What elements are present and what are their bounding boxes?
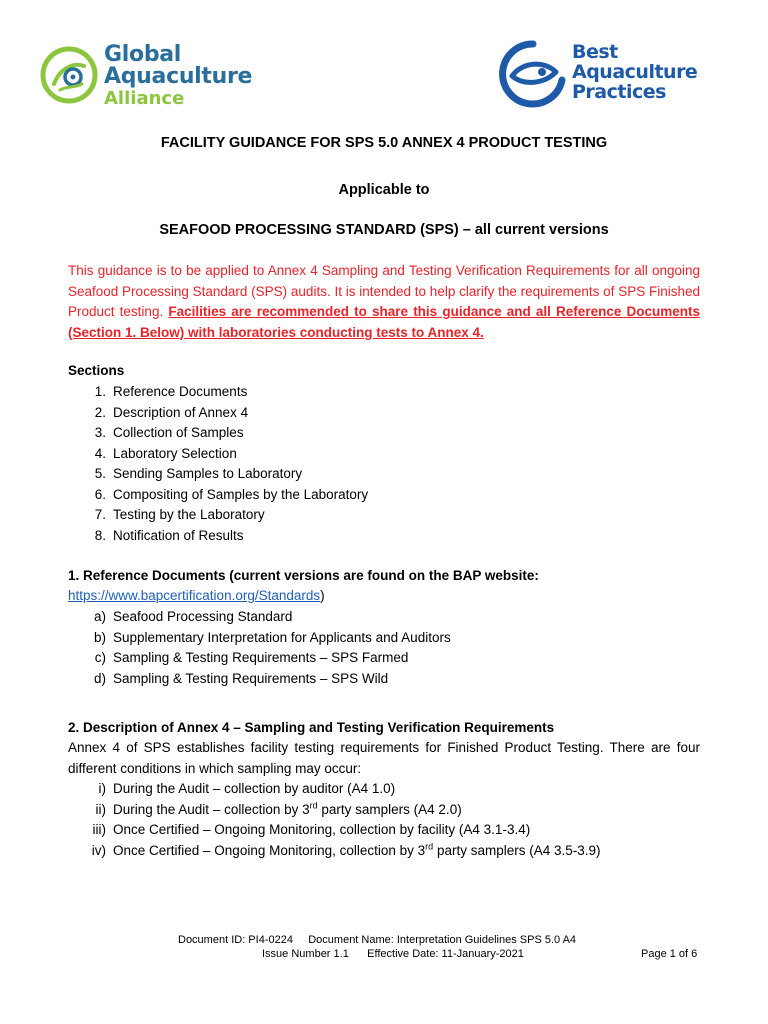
list-item: iv) Once Certified – Ongoing Monitoring, collection by 3rd party samplers (A4 3.5-3.9) xyxy=(91,841,601,858)
applicable-heading: Applicable to xyxy=(338,182,430,198)
document-title: FACILITY GUIDANCE FOR SPS 5.0 ANNEX 4 PRODUCT TESTING xyxy=(160,135,608,151)
refdocs-link-line: https://www.bapcertification.org/Standards) xyxy=(68,588,325,603)
bap-fish-eye-icon xyxy=(498,40,568,108)
intro-text: This guidance is to be applied to Annex 4 Sampling and Testing Verification Requirements for all ongoing Seafood Processing Standard (SPS) audits. It is intended to help clarify the requirements of SPS Finished Product testing. xyxy=(68,263,700,319)
gaa-wordmark: Global Aquaculture Alliance xyxy=(104,42,253,109)
list-item: 3. Collection of Samples xyxy=(94,425,244,440)
footer-document-info: Document ID: PI4-0224 Document Name: Interpretation Guidelines SPS 5.0 A4 xyxy=(178,934,577,946)
list-item: 8. Notification of Results xyxy=(94,527,244,543)
gaa-globe-icon xyxy=(40,46,98,104)
annex-conditions-list xyxy=(68,779,708,861)
list-item: a) Seafood Processing Standard xyxy=(93,609,293,624)
annex-heading: 2. Description of Annex 4 – Sampling and Testing Verification Requirements xyxy=(68,720,555,735)
bap-standards-link[interactable]: https://www.bapcertification.org/Standards xyxy=(68,588,321,603)
list-item: 1. Reference Documents xyxy=(94,384,248,399)
sections-list xyxy=(68,382,708,546)
sections-heading: Sections xyxy=(68,363,125,378)
bap-logo xyxy=(498,40,718,110)
refdocs-list xyxy=(68,607,708,689)
list-item: b) Supplementary Interpretation for Applicants and Auditors xyxy=(93,629,451,645)
annex-body: Annex 4 of SPS establishes facility testing requirements for Finished Product Testing. There are four different conditions in which sampling may occur: xyxy=(68,740,700,776)
list-item: i) During the Audit – collection by auditor (A4 1.0) xyxy=(98,781,396,796)
list-item: 4. Laboratory Selection xyxy=(94,445,237,461)
list-item: c) Sampling & Testing Requirements – SPS Farmed xyxy=(94,650,409,665)
list-item: 5. Sending Samples to Laboratory xyxy=(94,466,303,481)
footer-page-number: Page 1 of 6 xyxy=(641,948,698,960)
refdocs-heading: 1. Reference Documents (current versions are found on the BAP website: xyxy=(68,568,539,583)
footer-issue-info: Issue Number 1.1 Effective Date: 11-January-2021 xyxy=(262,948,524,960)
bap-wordmark: Best Aquaculture Practices xyxy=(572,41,698,103)
standard-heading: SEAFOOD PROCESSING STANDARD (SPS) – all current versions xyxy=(159,222,609,238)
gaa-logo xyxy=(40,42,260,112)
intro-emphasis: Facilities are recommended to share this guidance and all Reference Documents (Section 1. Below) with laboratories conducting tests to Annex 4. xyxy=(68,304,700,340)
list-item: d) Sampling & Testing Requirements – SPS Wild xyxy=(93,670,389,686)
list-item: 7. Testing by the Laboratory xyxy=(94,507,265,522)
list-item: iii) Once Certified – Ongoing Monitoring, collection by facility (A4 3.1-3.4) xyxy=(92,822,531,837)
list-item: ii) During the Audit – collection by 3rd party samplers (A4 2.0) xyxy=(95,800,462,817)
intro-paragraph xyxy=(68,261,700,343)
list-item: 6. Compositing of Samples by the Laboratory xyxy=(94,486,369,502)
list-item: 2. Description of Annex 4 xyxy=(94,404,249,420)
